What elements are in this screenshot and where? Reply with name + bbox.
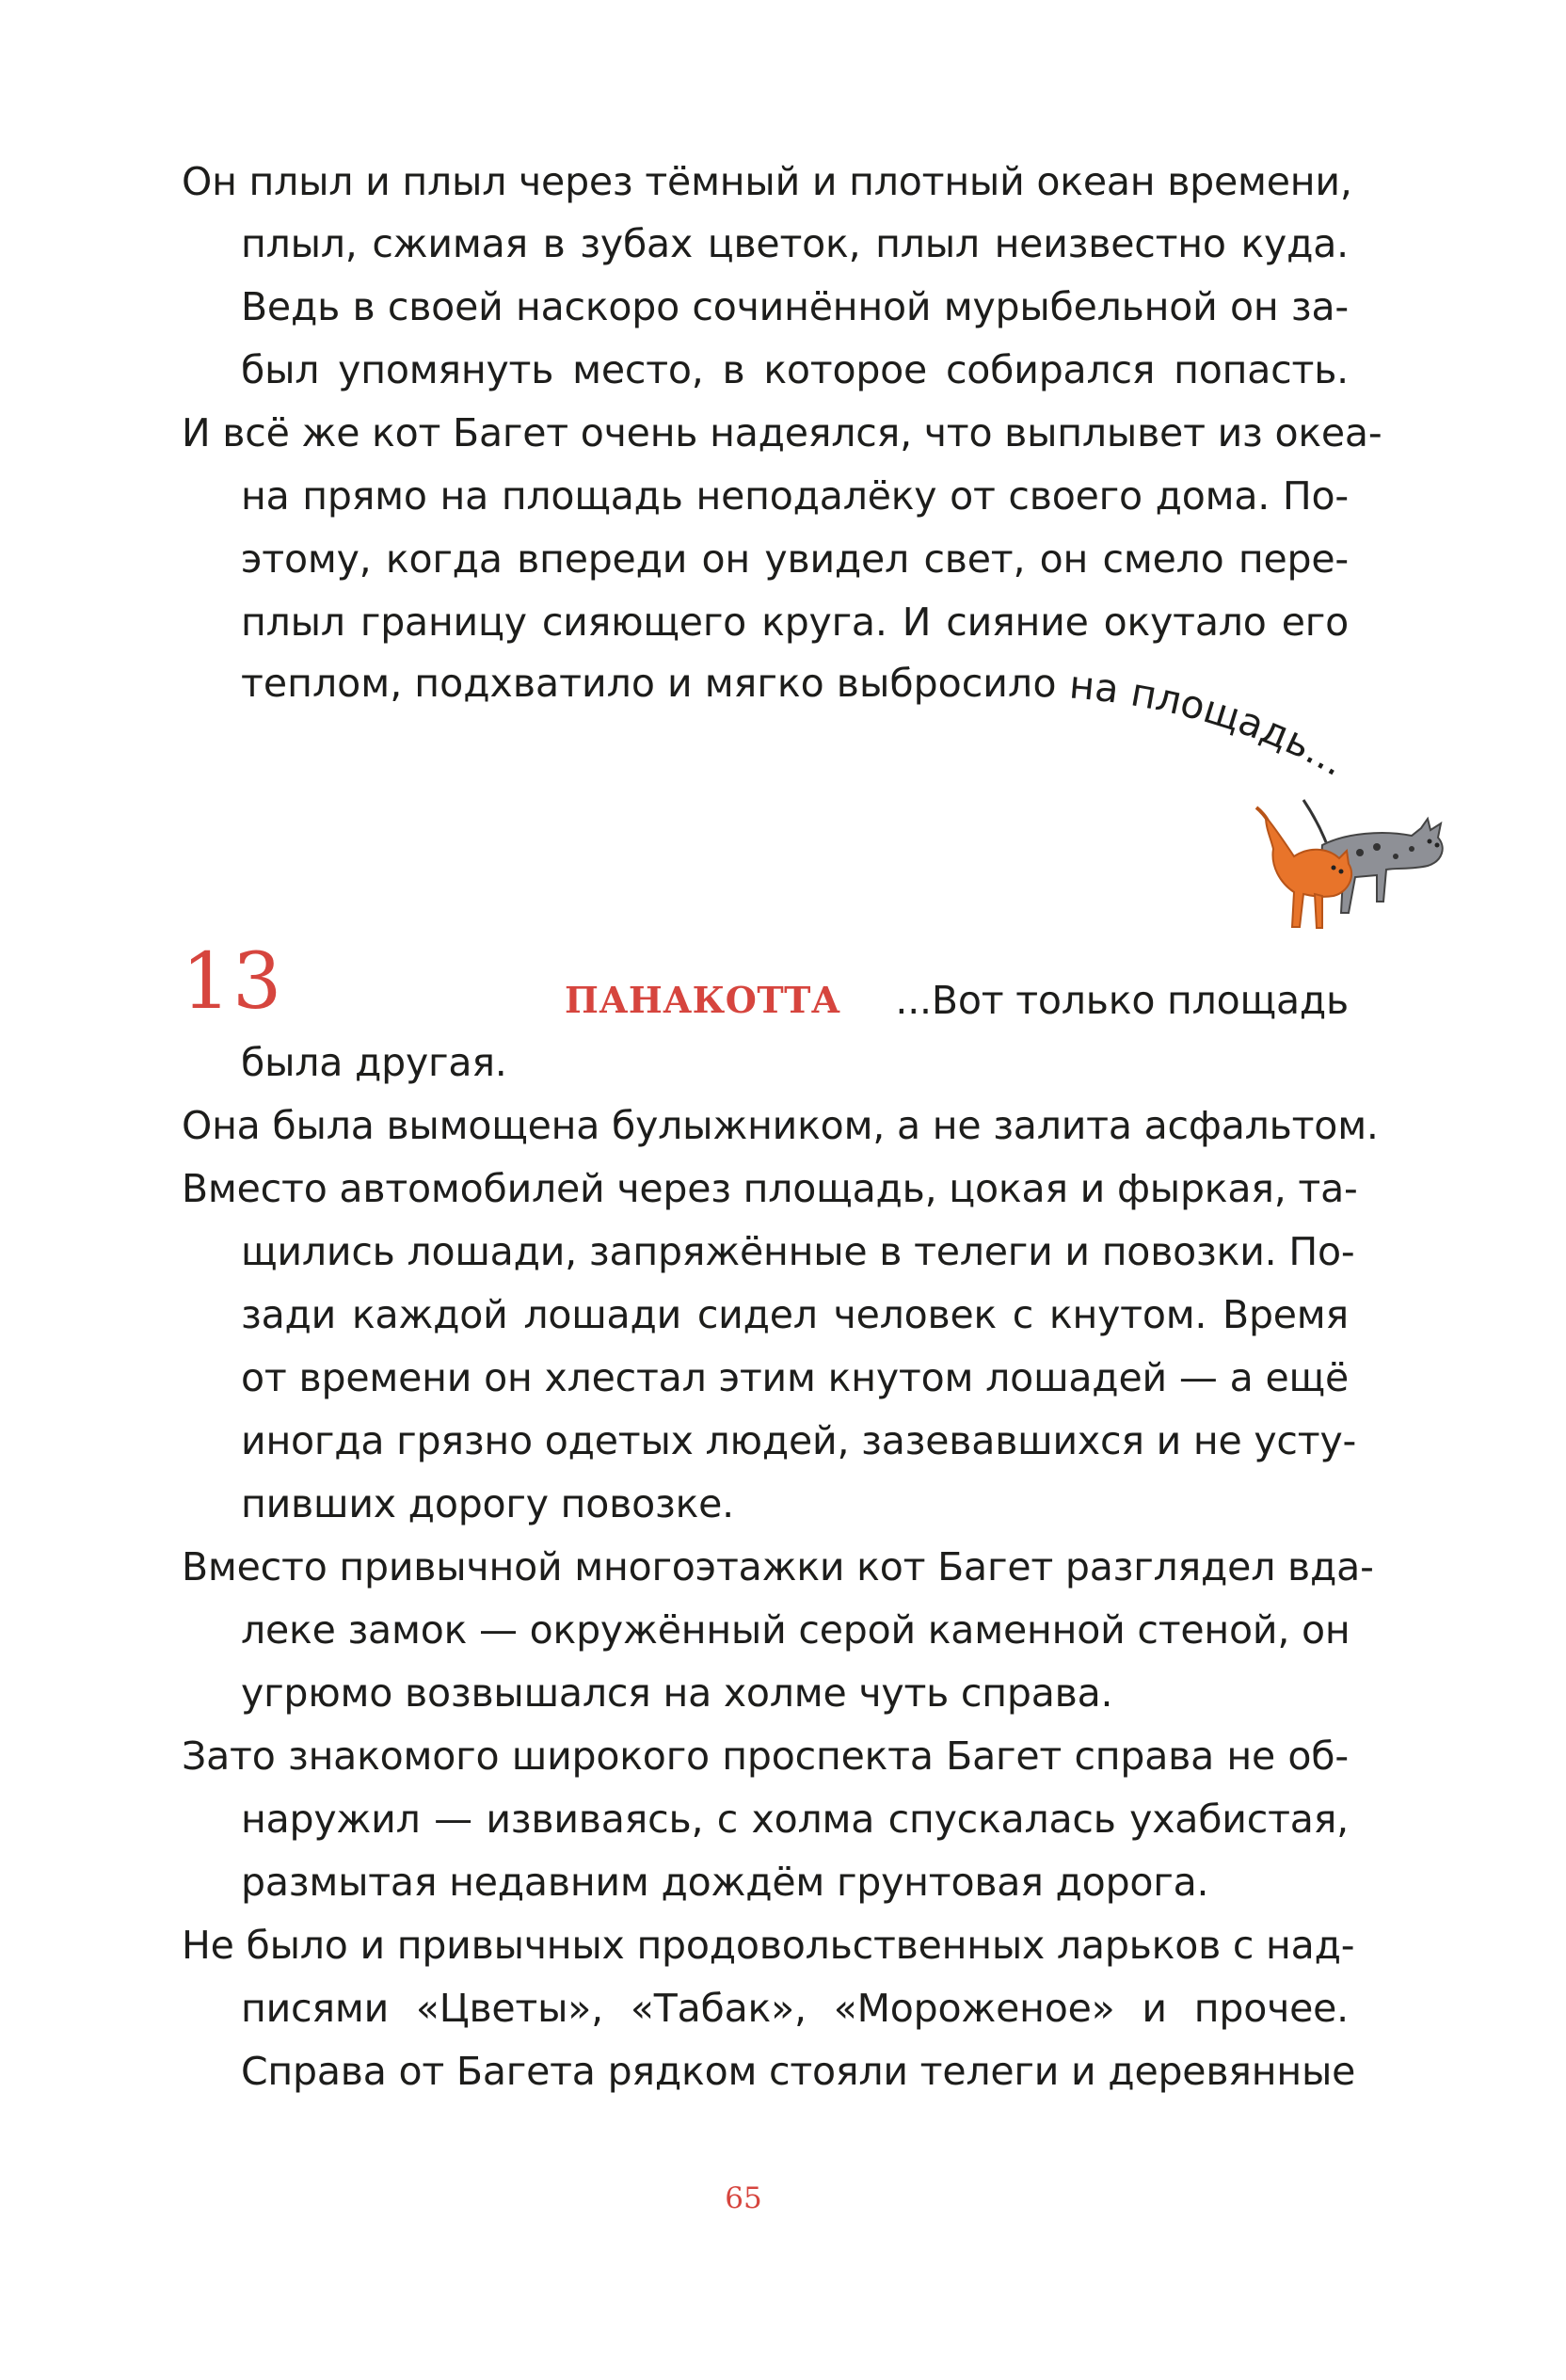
curved-text-line (0, 0, 1566, 847)
two-cats-illustration (1228, 791, 1463, 941)
chapter-title: ПАНАКОТТА (565, 979, 841, 1021)
text-line: щились лошади, запряжённые в телеги и повозки. По- (241, 1229, 1355, 1274)
text-line: леке замок — окружённый серой каменной стеной, он (241, 1607, 1350, 1653)
text-line: иногда грязно одетых людей, зазевавшихся и не усту- (241, 1418, 1357, 1463)
text-line: Вместо автомобилей через площадь, цокая и фыркая, та- (182, 1166, 1358, 1211)
chapter-number: 13 (182, 937, 284, 1027)
text-line: от времени он хлестал этим кнутом лошадей — а ещё (241, 1355, 1349, 1400)
text-line: Ведь в своей наскоро сочинённой мурыбельной он за- (241, 284, 1349, 329)
text-line: угрюмо возвышался на холме чуть справа. (241, 1670, 1113, 1716)
text-line: писями «Цветы», «Табак», «Мороженое» и прочее. (241, 1986, 1349, 2031)
text-line: И всё же кот Багет очень надеялся, что выплывет из океа- (182, 410, 1382, 455)
text-line: Вместо привычной многоэтажки кот Багет разглядел вда- (182, 1544, 1374, 1589)
text-line: плыл границу сияющего круга. И сияние окутало его (241, 599, 1349, 645)
text-line: на прямо на площадь неподалёку от своего дома. По- (241, 473, 1349, 519)
text-line: размытая недавним дождём грунтовая дорога. (241, 1860, 1209, 1905)
orange-cat-icon (1256, 807, 1351, 928)
text-line: Справа от Багета рядком стояли телеги и деревянные (241, 2049, 1356, 2094)
curved-text-path: теплом, подхватило и мягко выбросило на площадь... (241, 660, 1354, 786)
curved-text (241, 661, 1353, 785)
text-line: Зато знакомого широкого проспекта Багет справа не об- (182, 1733, 1349, 1779)
text-line: была другая. (241, 1040, 507, 1085)
chapter-heading-line (565, 972, 1349, 1029)
text-line: Он плыл и плыл через тёмный и плотный океан времени, (182, 159, 1352, 204)
text-line: Она была вымощена булыжником, а не залита асфальтом. (182, 1103, 1379, 1148)
text-line: наружил — извиваясь, с холма спускалась ухабистая, (241, 1797, 1349, 1842)
text-line: был упомянуть место, в которое собирался попасть. (241, 347, 1349, 392)
text-line: зади каждой лошади сидел человек с кнутом. Время (241, 1292, 1349, 1337)
chapter-first-line: ...Вот только площадь (895, 978, 1349, 1023)
text-line: плыл, сжимая в зубах цветок, плыл неизвестно куда. (241, 221, 1349, 266)
text-line: пивших дорогу повозке. (241, 1481, 735, 1526)
page-number: 65 (725, 2181, 762, 2215)
text-line: этому, когда впереди он увидел свет, он смело пере- (241, 536, 1349, 582)
text-line: Не было и привычных продовольственных ларьков с над- (182, 1923, 1355, 1968)
